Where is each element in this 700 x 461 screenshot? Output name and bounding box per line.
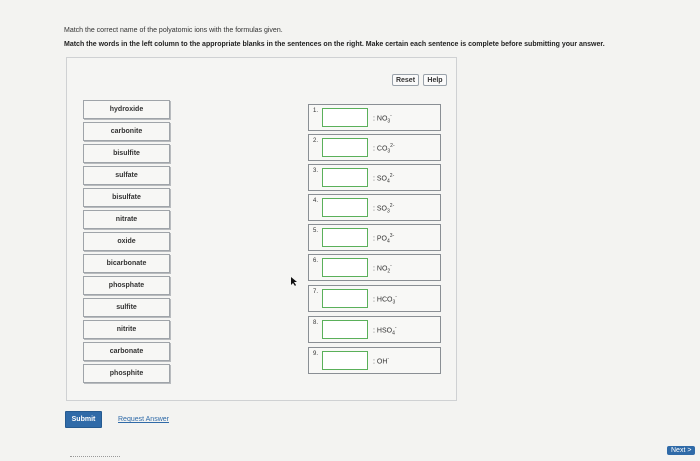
- row-number: 4.: [313, 198, 319, 204]
- row-number: 7.: [313, 289, 319, 295]
- word-tile-sulfite[interactable]: sulfite: [83, 298, 170, 317]
- word-tile-oxide[interactable]: oxide: [83, 232, 170, 251]
- word-tile-phosphate[interactable]: phosphate: [83, 276, 170, 295]
- drop-target-1[interactable]: [322, 108, 368, 127]
- drop-target-5[interactable]: [322, 228, 368, 247]
- formula-label: : $HSO_4^-$: [373, 325, 397, 337]
- drop-target-3[interactable]: [322, 168, 368, 187]
- row-number: 1.: [313, 108, 319, 114]
- word-tile-bisulfite[interactable]: bisulfite: [83, 144, 170, 163]
- row-number: 9.: [313, 351, 319, 357]
- help-button[interactable]: Help: [423, 74, 447, 86]
- match-row-4: [308, 194, 441, 221]
- formula-label: : $SO_3^{2-}$: [373, 203, 395, 215]
- row-number: 6.: [313, 258, 319, 264]
- formula-label: : $SO_4^{2-}$: [373, 173, 395, 185]
- instruction-text: Match the correct name of the polyatomic ions with the formulas given.: [64, 27, 283, 34]
- instruction-detail-text: Match the words in the left column to the appropriate blanks in the sentences on the right. Make certain each sentence is complete before submitting your answer.: [64, 41, 605, 48]
- match-row-2: [308, 134, 441, 161]
- match-row-9: [308, 347, 441, 374]
- drop-target-4[interactable]: [322, 198, 368, 217]
- word-tile-carbonite[interactable]: carbonite: [83, 122, 170, 141]
- match-row-5: [308, 224, 441, 251]
- submit-button[interactable]: Submit: [65, 411, 102, 428]
- request-answer-link[interactable]: Request Answer: [118, 416, 169, 423]
- row-number: 5.: [313, 228, 319, 234]
- word-tile-carbonate[interactable]: carbonate: [83, 342, 170, 361]
- word-tile-nitrate[interactable]: nitrate: [83, 210, 170, 229]
- reset-button[interactable]: Reset: [392, 74, 419, 86]
- formula-label: : $NO_2^-$: [373, 263, 392, 275]
- next-button[interactable]: Next >: [667, 446, 695, 455]
- page-edge-divider: [70, 456, 120, 460]
- word-tile-sulfate[interactable]: sulfate: [83, 166, 170, 185]
- row-number: 2.: [313, 138, 319, 144]
- match-row-3: [308, 164, 441, 191]
- row-number: 3.: [313, 168, 319, 174]
- drop-target-7[interactable]: [322, 289, 368, 308]
- word-tile-nitrite[interactable]: nitrite: [83, 320, 170, 339]
- match-row-6: [308, 254, 441, 281]
- formula-label: : $NO_3^-$: [373, 113, 392, 125]
- mouse-pointer-icon: [290, 276, 300, 286]
- drop-target-2[interactable]: [322, 138, 368, 157]
- formula-label: : OH-: [373, 356, 390, 366]
- formula-label: : $CO_3^{2-}$: [373, 143, 395, 155]
- match-row-7: [308, 285, 441, 312]
- word-tile-phosphite[interactable]: phosphite: [83, 364, 170, 383]
- word-tile-bisulfate[interactable]: bisulfate: [83, 188, 170, 207]
- word-tile-bicarbonate[interactable]: bicarbonate: [83, 254, 170, 273]
- formula-label: : $PO_4^{3-}$: [373, 233, 395, 245]
- drop-target-9[interactable]: [322, 351, 368, 370]
- match-row-1: [308, 104, 441, 131]
- word-tile-hydroxide[interactable]: hydroxide: [83, 100, 170, 119]
- drop-target-8[interactable]: [322, 320, 368, 339]
- row-number: 8.: [313, 320, 319, 326]
- drop-target-6[interactable]: [322, 258, 368, 277]
- match-row-8: [308, 316, 441, 343]
- formula-label: : $HCO_3^-$: [373, 294, 397, 306]
